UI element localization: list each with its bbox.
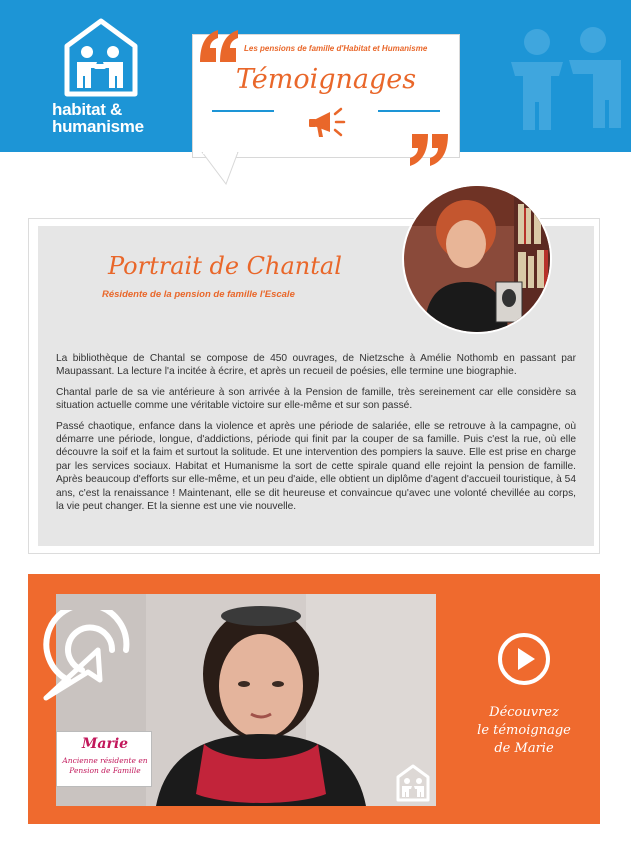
cta-line2: le témoignage bbox=[477, 723, 571, 738]
marie-name-card bbox=[56, 731, 152, 787]
title-underline-left bbox=[212, 110, 274, 112]
page-title: Témoignages bbox=[235, 64, 417, 95]
habitat-humanisme-logo[interactable] bbox=[52, 18, 152, 138]
watch-testimony-link[interactable] bbox=[456, 704, 592, 758]
portrait-paragraph-1: La bibliothèque de Chantal se compose de 450 ouvrages, de Nietzsche à Amélie Nothomb en passant par Maupassant. La lecture l'a incitée à écrire, et après un recueil de poésies, elle termine une biographie. bbox=[56, 353, 576, 378]
bubble-tail bbox=[200, 152, 240, 186]
megaphone-icon bbox=[306, 104, 346, 140]
cta-line1: Découvrez bbox=[489, 705, 559, 720]
marie-role-line1: Ancienne résidente en bbox=[62, 756, 148, 765]
marie-role bbox=[59, 756, 151, 776]
portrait-paragraph-2: Chantal parle de sa vie antérieure à son arrivée à la Pension de famille, très sereinement car elle considère sa situation actuelle comme une véritable victoire sur elle-même et sur son passé. bbox=[56, 386, 576, 412]
title-underline-right bbox=[378, 110, 440, 112]
portrait-text bbox=[56, 352, 576, 520]
background-figures-icon bbox=[497, 22, 631, 132]
logo-text-line1: habitat & bbox=[52, 100, 123, 119]
portrait-paragraph-3: Passé chaotique, enfance dans la violence et après une période de salariée, elle se retrouve à la campagne, où démarre une période, longue, d'addictions, période qui finit par la couper de sa famille. Puis c'est la rue, où elle découvre la soif et la faim et surtout la solitude. Et une intervention des pompiers la sauve. Elle est prise en charge par les services sociaux. Habitat et Humanisme la sort de cette spirale quand elle rejoint la pension de famille. Après beaucoup d'efforts sur elle-même, et un peu d'aide, elle obtient un diplôme d'agent d'accueil touristique, à 54 ans, c'est la renaissance ! Maintenant, elle se dit heureuse et convaincue qu'avec une volonté chevillée au corps, la vie peut changer. Et la sienne est une vie nouvelle. bbox=[56, 420, 576, 513]
play-icon[interactable] bbox=[496, 631, 552, 687]
portrait-title: Portrait de Chantal bbox=[108, 252, 342, 280]
quote-open-icon bbox=[196, 26, 240, 66]
chantal-photo-illustration bbox=[404, 186, 552, 334]
quote-close-icon bbox=[408, 130, 452, 170]
click-cursor-icon bbox=[38, 610, 134, 706]
bubble-kicker: Les pensions de famille d'Habitat et Humanisme bbox=[244, 44, 428, 53]
house-people-icon bbox=[64, 18, 138, 98]
marie-name: Marie bbox=[81, 736, 129, 752]
mini-logo-icon bbox=[396, 764, 430, 802]
logo-text bbox=[52, 101, 152, 135]
logo-text-line2: humanisme bbox=[52, 117, 144, 136]
marie-role-line2: Pension de Famille bbox=[69, 766, 141, 775]
chantal-photo bbox=[402, 184, 552, 334]
cta-line3: de Marie bbox=[494, 741, 554, 756]
portrait-subtitle: Résidente de la pension de famille l'Escale bbox=[102, 289, 295, 300]
